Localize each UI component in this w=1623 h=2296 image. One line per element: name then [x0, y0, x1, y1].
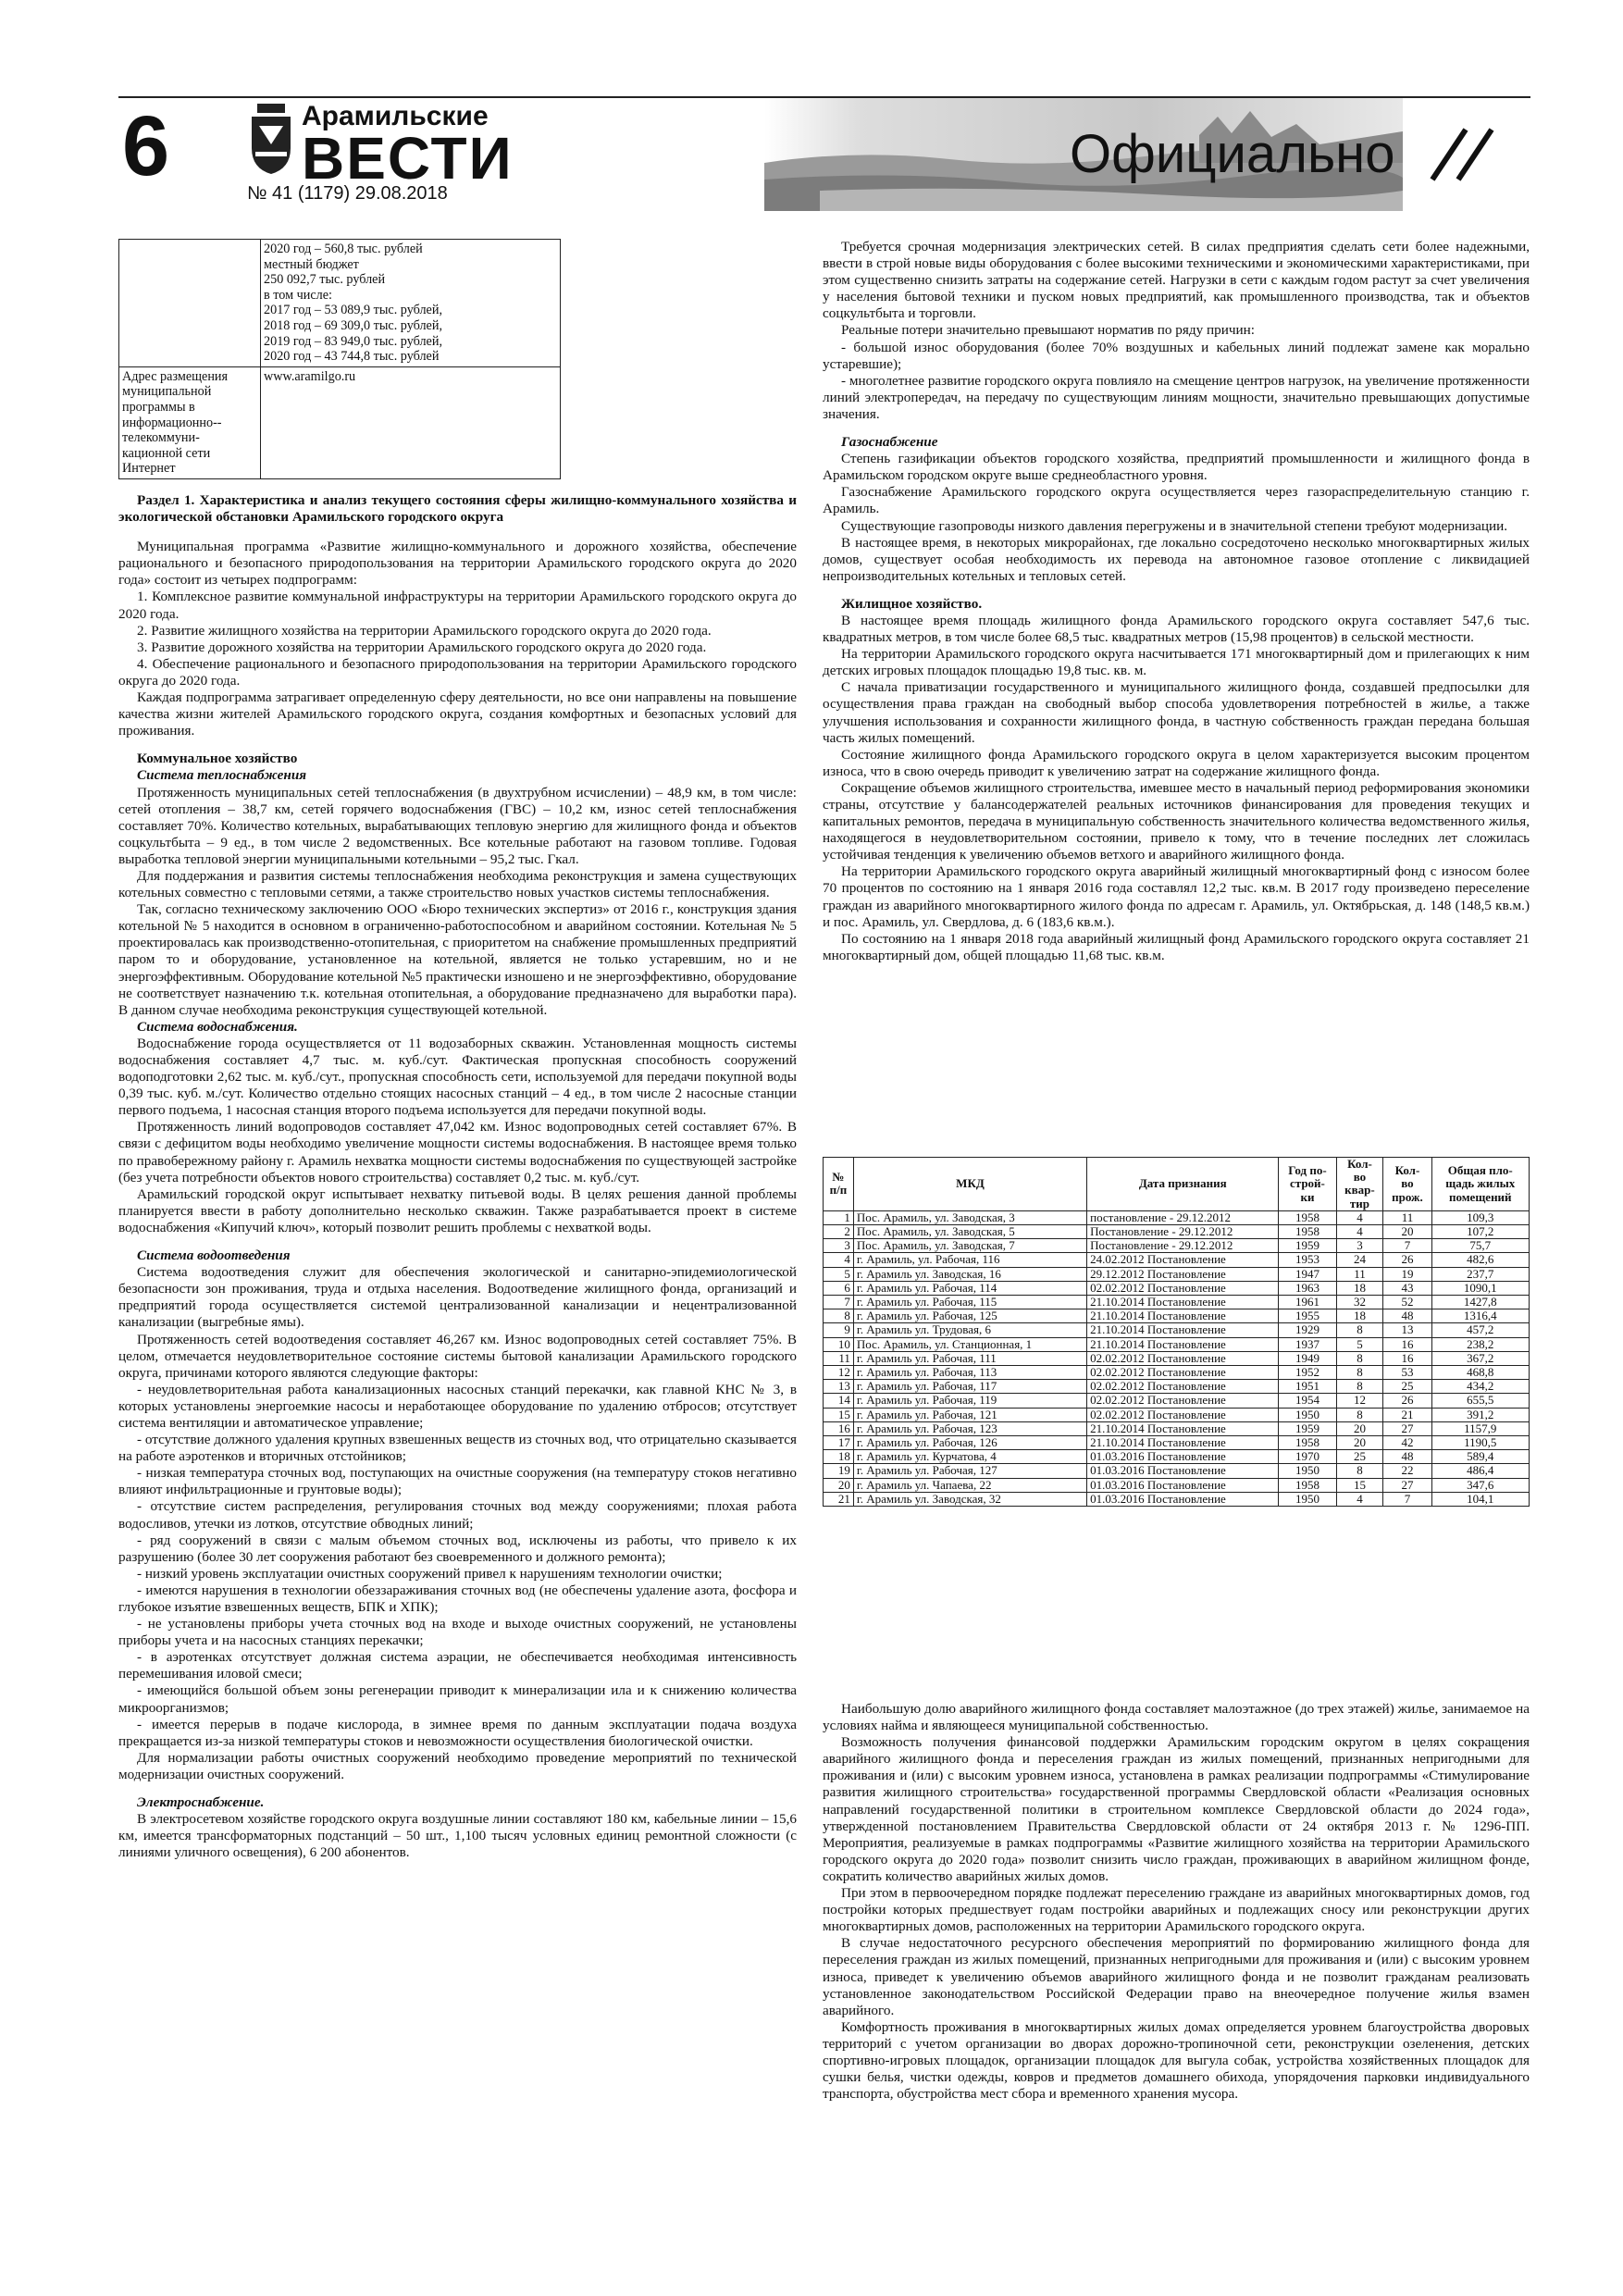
table-cell: 12	[824, 1366, 854, 1380]
funding-line: в том числе:	[264, 287, 332, 303]
table-cell: 02.02.2012 Постановление	[1087, 1408, 1279, 1421]
table-cell: 347,6	[1431, 1478, 1529, 1492]
table-cell: 1959	[1279, 1421, 1336, 1435]
table-cell: 26	[1383, 1394, 1431, 1408]
table-cell: 589,4	[1431, 1450, 1529, 1464]
water-paragraphs	[118, 1036, 797, 1236]
table-cell: 20	[1336, 1436, 1383, 1450]
table-cell: 16	[1383, 1351, 1431, 1365]
column-header: № п/п	[824, 1158, 854, 1211]
table-cell: 20	[1336, 1421, 1383, 1435]
left-column	[118, 492, 797, 1861]
table-cell: 107,2	[1431, 1225, 1529, 1239]
table-cell: 1950	[1279, 1492, 1336, 1506]
table-cell: 655,5	[1431, 1394, 1529, 1408]
table-cell: 4	[1336, 1225, 1383, 1239]
table-cell: 482,6	[1431, 1253, 1529, 1267]
column-header: Кол- во квар- тир	[1336, 1158, 1383, 1211]
column-header: Год по- строй- ки	[1279, 1158, 1336, 1211]
table-cell: 1950	[1279, 1408, 1336, 1421]
table-cell: 8	[1336, 1323, 1383, 1337]
page-number: 6	[122, 99, 170, 193]
table-cell: Пос. Арамиль, ул. Заводская, 5	[853, 1225, 1086, 1239]
table-cell: 75,7	[1431, 1239, 1529, 1253]
paragraph: - имеющийся большой объем зоны регенерации приводит к минерализации ила и к снижению количества микроорганизмов;	[118, 1682, 797, 1716]
table-cell: 4	[1336, 1210, 1383, 1224]
table-row	[824, 1309, 1530, 1323]
table-cell: 1427,8	[1431, 1296, 1529, 1309]
table-cell: 20	[1383, 1225, 1431, 1239]
power-cont-paragraphs	[823, 239, 1530, 423]
table-cell: 8	[1336, 1380, 1383, 1394]
table-cell: г. Арамиль ул. Рабочая, 119	[853, 1394, 1086, 1408]
table-cell: г. Арамиль ул. Заводская, 16	[853, 1267, 1086, 1281]
table-row	[824, 1351, 1530, 1365]
power-paragraphs	[118, 1811, 797, 1861]
table-cell: г. Арамиль ул. Рабочая, 114	[853, 1281, 1086, 1295]
paragraph: В настоящее время площадь жилищного фонда Арамильского городского округа составляет 547,6 тыс. квадратных метров, в том числе более 68,5 тыс. квадратных метров (15,98 процентов) в сельской местности.	[823, 612, 1530, 646]
funding-label-cell	[119, 240, 261, 367]
water-heading: Система водоснабжения.	[137, 1018, 298, 1035]
paragraph: Для нормализации работы очистных сооружений необходимо проведение мероприятий по технической модернизации очистных сооружений.	[118, 1749, 797, 1782]
paragraph: - низкий уровень эксплуатации очистных сооружений привел к нарушениям технологии очистки;	[137, 1565, 723, 1582]
table-cell: 15	[824, 1408, 854, 1421]
table-cell: постановление - 29.12.2012	[1087, 1210, 1279, 1224]
column-header: МКД	[853, 1158, 1086, 1211]
table-cell: 13	[824, 1380, 854, 1394]
table-cell: 26	[1383, 1253, 1431, 1267]
table-cell: 468,8	[1431, 1366, 1529, 1380]
table-cell: г. Арамиль ул. Рабочая, 115	[853, 1296, 1086, 1309]
table-row	[824, 1478, 1530, 1492]
table-cell: г. Арамиль, ул. Рабочая, 116	[853, 1253, 1086, 1267]
table-cell: 1953	[1279, 1253, 1336, 1267]
table-cell: 21.10.2014 Постановление	[1087, 1309, 1279, 1323]
table-cell: 8	[1336, 1464, 1383, 1478]
paragraph: 4. Обеспечение рационального и безопасного природопользования на территории Арамильского городского округа до 2020 года.	[118, 655, 797, 689]
table-cell: 02.02.2012 Постановление	[1087, 1351, 1279, 1365]
table-cell: Пос. Арамиль, ул. Заводская, 3	[853, 1210, 1086, 1224]
table-cell: 19	[824, 1464, 854, 1478]
paragraph: - в аэротенках отсутствует должная система аэрации, не обеспечивается необходимая интенсивность перемешивания иловой смеси;	[118, 1649, 797, 1682]
paragraph: Муниципальная программа «Развитие жилищно-коммунального и дорожного хозяйства, обеспечение рационального и безопасного природопользования на территории Арамильского городского округа до 2020 года» состоит из четырех подпрограмм:	[118, 539, 797, 589]
table-cell: 8	[1336, 1366, 1383, 1380]
table-cell: 53	[1383, 1366, 1431, 1380]
table-cell: 1929	[1279, 1323, 1336, 1337]
table-cell: 434,2	[1431, 1380, 1529, 1394]
paragraph: - большой износ оборудования (более 70% воздушных и кабельных линий подлежат замене как морально устаревшие);	[823, 339, 1530, 372]
paragraph: На территории Арамильского городского округа аварийный жилищный многоквартирный фонд с износом более 70 процентов по состоянию на 1 января 2016 года составлял 12,2 тыс. кв.м. В 2017 году произведено переселение граждан из аварийного многоквартирного жилого фонда по адресам г. Арамиль, ул. Октябрьская, д. 148 (148,5 кв.м.) и пос. Арамиль, ул. Свердлова, д. 6 (183,6 кв.м.).	[823, 863, 1530, 930]
coat-of-arms-icon	[248, 104, 294, 176]
table-cell: 1963	[1279, 1281, 1336, 1295]
paragraph: Сокращение объемов жилищного строительства, имевшее место в начальный период реформирования экономики страны, отсутствие у балансодержателей реальных источников финансирования для проведения текущих и капитальных ремонтов, передача в муниципальную собственность значительного количества ведомственного жилья, находящегося в неудовлетворительном состоянии, привело к тому, что в течение последних лет сложилась устойчивая тенденция к увеличению объемов ветхого и аварийного жилищного фонда.	[823, 779, 1530, 863]
table-cell: 18	[1336, 1281, 1383, 1295]
table-cell: 27	[1383, 1478, 1431, 1492]
paragraph: 2. Развитие жилищного хозяйства на территории Арамильского городского округа до 2020 года.	[137, 622, 712, 639]
table-cell: 10	[824, 1337, 854, 1351]
paragraph: Реальные потери значительно превышают норматив по ряду причин:	[841, 322, 1255, 339]
funding-cell	[261, 240, 561, 367]
table-cell: 21.10.2014 Постановление	[1087, 1296, 1279, 1309]
paragraph: Водоснабжение города осуществляется от 11 водозаборных скважин. Установленная мощность системы водоснабжения составляет 4,7 тыс. м. куб./сут. Фактическая пропускная способность сооружений водоподготовки 2,62 тыс. м. куб./сут., пропускная способность сети, используемой для передачи покупной воды 0,39 тыс. куб. м./сут. Количество отдельно стоящих насосных станций – 4 ед., в том числе 2 насосные станции первого подъема, 1 насосная станция второго подъема используется для передачи покупной воды.	[118, 1035, 797, 1119]
paragraph: По состоянию на 1 января 2018 года аварийный жилищный фонд Арамильского городского округа составляет 21 многоквартирный дом, общей площадью 11,68 тыс. кв.м.	[823, 930, 1530, 963]
table-cell: 1950	[1279, 1464, 1336, 1478]
table-row	[824, 1421, 1530, 1435]
table-cell: 8	[824, 1309, 854, 1323]
table-cell: 42	[1383, 1436, 1431, 1450]
funding-line: 250 092,7 тыс. рублей	[264, 272, 386, 288]
paragraph: - отсутствие систем распределения, регулирования сточных вод между сооружениями; плохая работа водосливов, утечки из лотков, отсутствие обводных линий;	[118, 1498, 797, 1532]
table-row	[824, 1436, 1530, 1450]
section-title: Официально	[1070, 124, 1395, 184]
section-heading: Раздел 1. Характеристика и анализ текущего состояния сферы жилищно-коммунального хозяйства и экологической обстановки Арамильского городского округа	[118, 492, 797, 526]
table-cell: 1961	[1279, 1296, 1336, 1309]
masthead-title: ВЕСТИ	[302, 125, 514, 192]
table-cell: 02.02.2012 Постановление	[1087, 1281, 1279, 1295]
paragraph: На территории Арамильского городского округа насчитывается 171 многоквартирный дом и прилегающих к ним детских игровых площадок площадью 19,8 тыс. кв. м.	[823, 646, 1530, 679]
power-heading: Электроснабжение.	[137, 1794, 265, 1811]
table-cell: г. Арамиль ул. Курчатова, 4	[853, 1450, 1086, 1464]
table-cell: 457,2	[1431, 1323, 1529, 1337]
funding-line: 2020 год – 43 744,8 тыс. рублей	[264, 349, 440, 365]
program-passport-table	[118, 239, 561, 479]
paragraph: С начала приватизации государственного и муниципального жилищного фонда, создавшей предпосылки для осуществления права граждан на свободный выбор способа удовлетворения потребностей в жилье, а также улучшения использования и сохранности жилищного фонда, в частную собственность граждан передана большая часть жилых помещений.	[823, 679, 1530, 746]
table-cell: г. Арамиль ул. Рабочая, 123	[853, 1421, 1086, 1435]
table-header-row	[824, 1158, 1530, 1211]
table-cell: 16	[824, 1421, 854, 1435]
table-cell: 1958	[1279, 1478, 1336, 1492]
funding-line: 2017 год – 53 089,9 тыс. рублей,	[264, 303, 442, 318]
table-cell: 13	[1383, 1323, 1431, 1337]
after-table-paragraphs	[823, 1701, 1530, 2103]
table-cell: г. Арамиль ул. Рабочая, 127	[853, 1464, 1086, 1478]
table-cell: 24	[1336, 1253, 1383, 1267]
table-row	[824, 1323, 1530, 1337]
paragraph: Наибольшую долю аварийного жилищного фонда составляет малоэтажное (до трех этажей) жилье, занимаемое на условиях найма и являющееся муниципальной собственностью.	[823, 1701, 1530, 1734]
table-cell: 21.10.2014 Постановление	[1087, 1323, 1279, 1337]
table-cell: 21.10.2014 Постановление	[1087, 1436, 1279, 1450]
table-row	[824, 1239, 1530, 1253]
table-cell: 486,4	[1431, 1464, 1529, 1478]
table-cell: 109,3	[1431, 1210, 1529, 1224]
table-cell: 8	[1336, 1351, 1383, 1365]
table-cell: Постановление - 29.12.2012	[1087, 1225, 1279, 1239]
table-cell: 1947	[1279, 1267, 1336, 1281]
table-cell: 238,2	[1431, 1337, 1529, 1351]
table-row	[824, 1210, 1530, 1224]
paragraph: Возможность получения финансовой поддержки Арамильским городским округом в целях сокращения аварийного жилищного фонда и переселения граждан из жилых помещений, признанных непригодными для проживания и (или) с высоким уровнем износа, установлена в рамках реализации подпрограммы «Стимулирование развития жилищного строительства» государственной программы Свердловской области «Реализация основных направлений государственной политики в строительном комплексе Свердловской области до 2024 года», утвержденной постановлением Правительства Свердловской области от 24 октября 2013 г. № 1296-ПП. Мероприятия, реализуемые в рамках подпрограммы «Развитие жилищного хозяйства на территории Арамильского городского округа до 2020 года» позволит снизить число граждан, проживающих в аварийном жилищном фонде, сократить количество аварийных жилых домов.	[823, 1734, 1530, 1884]
table-cell: 1937	[1279, 1337, 1336, 1351]
table-cell: 1952	[1279, 1366, 1336, 1380]
sewer-heading: Система водоотведения	[137, 1247, 291, 1264]
table-cell: 7	[1383, 1239, 1431, 1253]
address-link[interactable]: www.aramilgo.ru	[261, 366, 561, 478]
emergency-housing-table	[823, 1157, 1530, 1507]
table-cell: 4	[824, 1253, 854, 1267]
table-cell: 1	[824, 1210, 854, 1224]
housing-paragraphs	[823, 613, 1530, 964]
funding-line: 2019 год – 83 949,0 тыс. рублей,	[264, 333, 442, 349]
paragraph: 1. Комплексное развитие коммунальной инфраструктуры на территории Арамильского городского округа до 2020 года.	[118, 589, 797, 622]
table-row	[824, 1408, 1530, 1421]
table-cell: Пос. Арамиль, ул. Станционная, 1	[853, 1337, 1086, 1351]
table-cell: 367,2	[1431, 1351, 1529, 1365]
paragraph: - отсутствие должного удаления крупных взвешенных веществ из сточных вод, что отрицательно сказывается на работе аэротенков и вторичных отстойников;	[118, 1432, 797, 1465]
table-cell: 1954	[1279, 1394, 1336, 1408]
table-cell: 1958	[1279, 1225, 1336, 1239]
paragraph: Требуется срочная модернизация электрических сетей. В силах предприятия сделать сети более надежными, ввести в строй новые виды оборудования с более высокими техническими и экономическими характеристиками, при этом существенно снизить затраты на содержание сетей. Нагрузки в сети с каждым годом растут за счет увеличения у населения бытовой техники и пуском новых предприятий, как промышленного производства, так и объектов соцкультбыта и торговли.	[823, 239, 1530, 322]
table-cell: 1090,1	[1431, 1281, 1529, 1295]
table-row	[824, 1296, 1530, 1309]
table-cell: 11	[1383, 1210, 1431, 1224]
paragraph: Степень газификации объектов городского хозяйства, предприятий промышленности и жилищного фонда в Арамильском городском округе выше среднеобластного уровня.	[823, 451, 1530, 484]
table-cell: 1316,4	[1431, 1309, 1529, 1323]
table-cell: 25	[1336, 1450, 1383, 1464]
paragraph: В случае недостаточного ресурсного обеспечения мероприятий по формированию жилищного фонда для переселения граждан из жилых помещений, признанных непригодными для проживания и (или) с высоким уровнем износа, приведет к увеличению объемов аварийного жилищного фонда и не позволит гражданам реализовать установленное законодательством Российской Федерации право на внеочередное получение жилья взамен аварийного.	[823, 1935, 1530, 2018]
table-cell: 11	[1336, 1267, 1383, 1281]
table-cell: 32	[1336, 1296, 1383, 1309]
table-cell: 52	[1383, 1296, 1431, 1309]
table-cell: 1958	[1279, 1210, 1336, 1224]
paragraph: Комфортность проживания в многоквартирных жилых домах определяется уровнем благоустройства дворовых территорий с учетом организации во дворах дорожно-тропиночной сети, реконструкции озеленения, детских спортивно-игровых площадок, организации площадок для выгула собак, устройства хозяйственных площадок для сушки белья, чистки одежды, ковров и предметов домашнего обихода, упорядочения парковки индивидуального транспорта, обустройства мест сбора и временного хранения мусора.	[823, 2018, 1530, 2103]
table-cell: г. Арамиль ул. Рабочая, 126	[853, 1436, 1086, 1450]
table-cell: 20	[824, 1478, 854, 1492]
table-cell: 01.03.2016 Постановление	[1087, 1464, 1279, 1478]
paragraph: Арамильский городской округ испытывает нехватку питьевой воды. В целях решения данной проблемы планируется ввести в работу дополнительно несколько скважин. Также разрабатывается проект в системе водоснабжения «Кипучий ключ», который позволит решить проблемы с нехваткой воды.	[118, 1185, 797, 1235]
right-column-top	[823, 239, 1530, 964]
paragraph: В настоящее время, в некоторых микрорайонах, где локально сосредоточено несколько многоквартирных жилых домов, существует особая необходимость их перевода на автономное газовое отопление с ликвидацией непроизводительных котельных и тепловых сетей.	[823, 534, 1530, 584]
table-cell: 21.10.2014 Постановление	[1087, 1421, 1279, 1435]
table-cell: 237,7	[1431, 1267, 1529, 1281]
table-cell: 1190,5	[1431, 1436, 1529, 1450]
heat-heading: Система теплоснабжения	[137, 767, 307, 784]
table-cell: 27	[1383, 1421, 1431, 1435]
table-cell: 02.02.2012 Постановление	[1087, 1394, 1279, 1408]
table-cell: Пос. Арамиль, ул. Заводская, 7	[853, 1239, 1086, 1253]
table-cell: 02.02.2012 Постановление	[1087, 1380, 1279, 1394]
housing-heading: Жилищное хозяйство.	[841, 595, 983, 612]
funding-line: местный бюджет	[264, 256, 359, 272]
table-row	[824, 1394, 1530, 1408]
column-header: Кол- во прож.	[1383, 1158, 1431, 1211]
table-cell: 48	[1383, 1450, 1431, 1464]
table-cell: 1949	[1279, 1351, 1336, 1365]
issue-number: № 41 (1179) 29.08.2018	[247, 183, 448, 204]
table-cell: 6	[824, 1281, 854, 1295]
table-row	[824, 1225, 1530, 1239]
table-cell: 43	[1383, 1281, 1431, 1295]
heat-paragraphs	[118, 785, 797, 1019]
paragraph: Для поддержания и развития системы теплоснабжения необходима реконструкция и замена существующих котельных совместно с тепловыми сетями, а также строительство новых участков системы теплоснабжения.	[118, 867, 797, 901]
table-cell: г. Арамиль ул. Чапаева, 22	[853, 1478, 1086, 1492]
gas-heading: Газоснабжение	[841, 434, 938, 451]
paragraph: Состояние жилищного фонда Арамильского городского округа в целом характеризуется высоким процентом износа, что в свою очередь приводит к увеличению затрат на содержание жилищного фонда.	[823, 746, 1530, 779]
table-cell: 5	[824, 1267, 854, 1281]
paragraph: В электросетевом хозяйстве городского округа воздушные линии составляют 180 км, кабельные линии – 15,6 км, имеется трансформаторных подстанций – 50 шт., 1,100 тысяч условных единиц ремонтной сложности (с линиями уличного освещения), 6 200 абонентов.	[118, 1811, 797, 1861]
table-cell: 391,2	[1431, 1408, 1529, 1421]
table-cell: 1951	[1279, 1380, 1336, 1394]
paragraph: Протяженность муниципальных сетей теплоснабжения (в двухтрубном исчислении) – 48,9 км, в том числе: сетей отопления – 38,7 км, сетей горячего водоснабжения (ГВС) – 10,2 км, износ сетей теплоснабжения составляет 70%. Количество котельных, вырабатывающих тепловую энергию для жилищного фонда и объектов соцкультбыта – 9 ед., в том числе 2 ведомственных. Все котельные работают на газовом топливе. Годовая выработка тепловой энергии муниципальными котельными – 95,2 тыс. Гкал.	[118, 784, 797, 867]
table-cell: 18	[1336, 1309, 1383, 1323]
table-cell: Постановление - 29.12.2012	[1087, 1239, 1279, 1253]
table-cell: 48	[1383, 1309, 1431, 1323]
paragraph: Газоснабжение Арамильского городского округа осуществляется через газораспределительную станцию г. Арамиль.	[823, 484, 1530, 517]
table-row	[824, 1450, 1530, 1464]
table-row	[824, 1380, 1530, 1394]
table-cell: г. Арамиль ул. Рабочая, 125	[853, 1309, 1086, 1323]
table-cell: 8	[1336, 1408, 1383, 1421]
table-cell: 5	[1336, 1337, 1383, 1351]
funding-line: 2018 год – 69 309,0 тыс. рублей,	[264, 317, 442, 333]
table-cell: 1958	[1279, 1436, 1336, 1450]
table-cell: г. Арамиль ул. Трудовая, 6	[853, 1323, 1086, 1337]
right-column-bottom	[823, 1701, 1530, 2103]
column-header: Общая пло- щадь жилых помещений	[1431, 1158, 1529, 1211]
table-cell: 01.03.2016 Постановление	[1087, 1492, 1279, 1506]
table-cell: 17	[824, 1436, 854, 1450]
paragraph: - низкая температура сточных вод, поступающих на очистные сооружения (на температуру стоков негативно влияют инфильтрационные и грунтовые воды);	[118, 1465, 797, 1498]
table-cell: г. Арамиль ул. Рабочая, 121	[853, 1408, 1086, 1421]
table-row	[824, 1366, 1530, 1380]
table-cell: 16	[1383, 1337, 1431, 1351]
table-cell: 21	[824, 1492, 854, 1506]
table-cell: г. Арамиль ул. Рабочая, 111	[853, 1351, 1086, 1365]
table-row	[824, 1281, 1530, 1295]
paragraph: Так, согласно техническому заключению ООО «Бюро технических экспертиз» от 2016 г., конструкция здания котельной № 5 находится в основном в ограниченно-работоспособном и аварийном состоянии. Котельная № 5 проектировалась как производственно-отопительная, с приоритетом на снабжение промышленных предприятий паром то и оборудование, установленное на котельной, является не только устаревшим, но и не энергоэффективным. Оборудование котельной №5 практически изношено и не энергоэффективно, оборудование не соответствует назначению т.к. котельная отопительная, а оборудование предназначено для выработки пара). В данном случае необходима реконструкция существующей котельной.	[118, 901, 797, 1018]
table-row	[824, 1267, 1530, 1281]
table-cell: г. Арамиль ул. Заводская, 32	[853, 1492, 1086, 1506]
table-cell: 15	[1336, 1478, 1383, 1492]
gas-paragraphs	[823, 451, 1530, 585]
table-cell: 1959	[1279, 1239, 1336, 1253]
table-cell: 3	[1336, 1239, 1383, 1253]
paragraph: - неудовлетворительная работа канализационных насосных станций перекачки, как главной КНС № 3, в которых установлены энергоемкие насосы и неработающее оборудование по удалению отбросов; отсутствует система вентиляции и автоматическое управление;	[118, 1381, 797, 1431]
table-cell: 19	[1383, 1267, 1431, 1281]
paragraph: При этом в первоочередном порядке подлежат переселению граждане из аварийных многоквартирных домов, год постройки которых предшествует годам постройки аварийных и подлежащих сносу или реконструкции других многоквартирных домов, расположенных на территории Арамильского городского округа.	[823, 1885, 1530, 1935]
table-row	[824, 1337, 1530, 1351]
column-header: Дата признания	[1087, 1158, 1279, 1211]
masthead-subtitle: Арамильские	[302, 101, 489, 131]
table-cell: г. Арамиль ул. Рабочая, 117	[853, 1380, 1086, 1394]
table-cell: 14	[824, 1394, 854, 1408]
table-cell: 1955	[1279, 1309, 1336, 1323]
paragraph: Система водоотведения служит для обеспечения экологической и санитарно-эпидемиологической безопасности зон проживания, труда и отдыха населения. Водоотведение жилищного фонда, организаций и предприятий города осуществляется системой централизованной канализации и нецентрализованной канализации (выгребные ямы).	[118, 1264, 797, 1331]
paragraph: - многолетнее развитие городского округа повлияло на смещение центров нагрузок, на увеличение протяженности линий электропередач, на передачу по существующим линиям мощности, значительно превышающих допустимые значения.	[823, 372, 1530, 422]
table-cell: 21.10.2014 Постановление	[1087, 1337, 1279, 1351]
table-cell: 25	[1383, 1380, 1431, 1394]
table-cell: 2	[824, 1225, 854, 1239]
paragraph: Существующие газопроводы низкого давления перегружены и в значительной степени требуют модернизации.	[841, 517, 1508, 534]
table-cell: 7	[824, 1296, 854, 1309]
table-cell: 12	[1336, 1394, 1383, 1408]
table-body	[824, 1210, 1530, 1506]
table-cell: 104,1	[1431, 1492, 1529, 1506]
table-cell: 7	[1383, 1492, 1431, 1506]
table-cell: 01.03.2016 Постановление	[1087, 1478, 1279, 1492]
table-row	[824, 1492, 1530, 1506]
table-cell: 9	[824, 1323, 854, 1337]
table-cell: 18	[824, 1450, 854, 1464]
address-label: Адрес размещения муниципальной программы в информационно--телекоммуни-кационной сети Интернет	[119, 366, 261, 478]
intro-paragraphs	[118, 539, 797, 739]
paragraph: - ряд сооружений в связи с малым объемом сточных вод, исключены из работы, что привело к их разрушению (более 30 лет сооружения работают без своевременного и должного ремонта);	[118, 1532, 797, 1565]
communal-heading: Коммунальное хозяйство	[137, 751, 298, 767]
table-cell: 01.03.2016 Постановление	[1087, 1450, 1279, 1464]
paragraph: - имеются нарушения в технологии обеззараживания сточных вод (не обеспечены удаление азота, фосфора и глубокое изъятие взвешенных веществ, БПК и ХПК);	[118, 1582, 797, 1615]
funding-line: 2020 год – 560,8 тыс. рублей	[264, 242, 423, 256]
table-row	[824, 1464, 1530, 1478]
table-cell: 1970	[1279, 1450, 1336, 1464]
table-cell: 1157,9	[1431, 1421, 1529, 1435]
paragraph: 3. Развитие дорожного хозяйства на территории Арамильского городского округа до 2020 года.	[137, 639, 707, 655]
table-cell: 11	[824, 1351, 854, 1365]
paragraph: Протяженность сетей водоотведения составляет 46,267 км. Износ водопроводных сетей составляет 75%. В целом, отмечается неудовлетворительное состояние системы бытовой канализации Арамильского городского округа, причинами которого являются следующие факторы:	[118, 1331, 797, 1381]
table-cell: 29.12.2012 Постановление	[1087, 1267, 1279, 1281]
paragraph: Протяженность линий водопроводов составляет 47,042 км. Износ водопроводных сетей составляет 67%. В связи с дефицитом воды необходимо увеличение мощности системы водоснабжения. В настоящее время только по правобережному району г. Арамиль нехватка мощности системы водоснабжения по существующей застройке (без учета потребности объектов нового строительства) составляет 0,2 тыс. м. куб./сут.	[118, 1119, 797, 1185]
paragraph: - не установлены приборы учета сточных вод на входе и выходе очистных сооружений, не установлены приборы учета и на насосных станциях перекачки;	[118, 1616, 797, 1649]
paragraph: - имеется перерыв в подаче кислорода, в зимнее время по данным эксплуатации подача воздуха прекращается из-за низкой температуры стоков и невозможности осуществления биологической очистки.	[118, 1716, 797, 1749]
table-cell: 21	[1383, 1408, 1431, 1421]
sewer-paragraphs	[118, 1264, 797, 1783]
table-row	[824, 1253, 1530, 1267]
double-slash-icon	[1427, 122, 1503, 187]
table-cell: г. Арамиль ул. Рабочая, 113	[853, 1366, 1086, 1380]
table-cell: 24.02.2012 Постановление	[1087, 1253, 1279, 1267]
table-cell: 22	[1383, 1464, 1431, 1478]
table-cell: 4	[1336, 1492, 1383, 1506]
table-cell: 02.02.2012 Постановление	[1087, 1366, 1279, 1380]
paragraph: Каждая подпрограмма затрагивает определенную сферу деятельности, но все они направлены на повышение качества жизни жителей Арамильского городского округа, создания комфортных и безопасных условий для проживания.	[118, 689, 797, 739]
table-cell: 3	[824, 1239, 854, 1253]
